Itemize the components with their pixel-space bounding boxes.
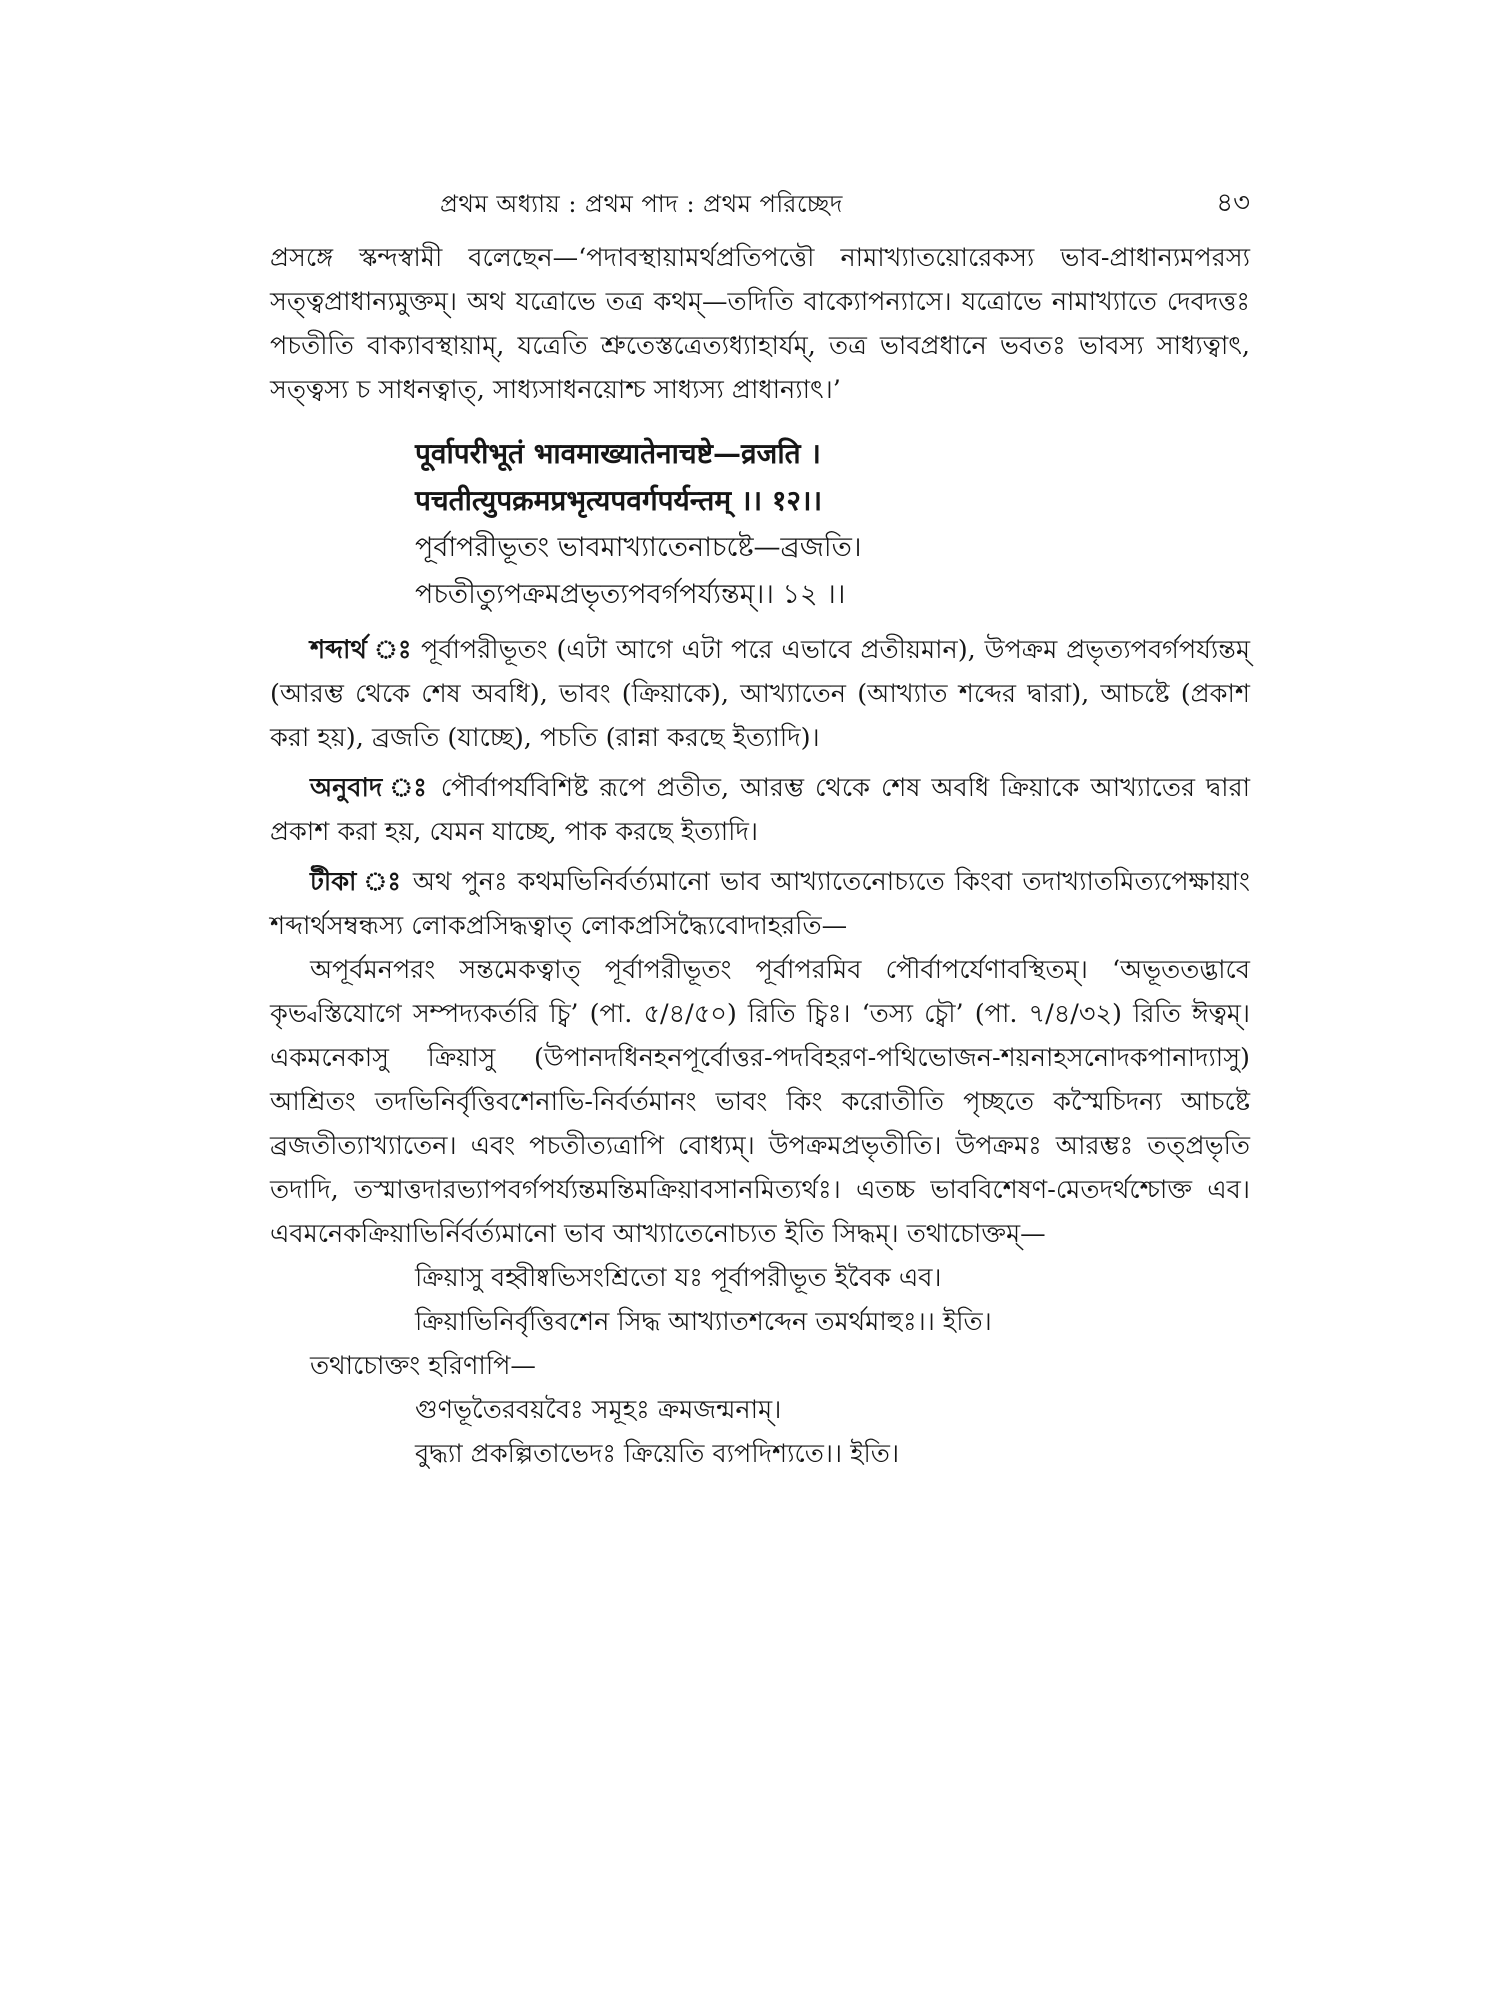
verse-bengali-line-1: পূর্বাপরীভূতং ভাবমাখ্যাতেনাচষ্টে—ব্রজতি। [415, 532, 862, 563]
quote-block-2 [270, 1388, 1250, 1476]
tika-label: টীকা ঃ [310, 867, 403, 897]
anubad-label: অনুবাদ ঃ [310, 773, 430, 803]
verse-bengali-line-2: পচতীত্যুপক্রমপ্রভৃত্যপবর্গপর্য্যন্তম্।। ১২ ।। [415, 579, 846, 610]
tika-paragraph [270, 860, 1250, 948]
intro-paragraph: প্রসঙ্গে স্কন্দস্বামী বলেছেন—‘পদাবস্থায়ামর্থপ্রতিপত্তৌ নামাখ্যাতয়োরেকস্য ভাব-প্রাধান্যমপরস্য সত্ত্বপ্রাধান্যমুক্তম্। অথ যত্রোভে তত্র কথম্—তদিতি বাক্যোপন্যাসে। যত্রোভে নামাখ্যাতে দেবদত্তঃ পচতীতি বাক্যাবস্থায়াম্, যত্রেতি শ্রুতেস্তত্রেত্যধ্যাহার্যম্, তত্র ভাবপ্রধানে ভবতঃ ভাবস্য সাধ্যত্বাৎ, সত্ত্বস্য চ সাধনত্বাত্, সাধ্যসাধনয়োশ্চ সাধ্যস্য প্রাধান্যাৎ।’ [270, 243, 1250, 405]
anubad-paragraph [270, 766, 1250, 854]
verse-sanskrit-line-1: पूर्वापरीभूतं भावमाख्यातेनाचष्टे—व्रजति । [415, 437, 821, 470]
verse-sanskrit-line-2: पचतीत्युपक्रमप्रभृत्यपवर्गपर्यन्तम् ।। १२।। [415, 484, 823, 517]
sutra-verse [270, 430, 1250, 618]
anubad-text: পৌর্বাপর্যবিশিষ্ট রূপে প্রতীত, আরম্ভ থেকে শেষ অবধি ক্রিয়াকে আখ্যাতের দ্বারা প্রকাশ করা হয়, যেমন যাচ্ছে, পাক করছে ইত্যাদি। [270, 773, 1250, 847]
running-title: প্রথম অধ্যায় : প্রথম পাদ : প্রথম পরিচ্ছেদ [440, 190, 843, 218]
quote2-intro: তথাচোক্তং হরিণাপি— [310, 1351, 536, 1381]
tika-text: অথ পুনঃ কথমভিনির্বর্ত্যমানো ভাব আখ্যাতেনোচ্যতে কিংবা তদাখ্যাতমিত্যপেক্ষায়াং শব্দার্থসম্বন্ধস্য লোকপ্রসিদ্ধত্বাত্ লোকপ্রসিদ্ধ্যৈবোদাহরতি— [270, 867, 1250, 941]
quote2-line-2: বুদ্ধ্যা প্রকল্পিতাভেদঃ ক্রিয়েতি ব্যপদিশ্যতে।। ইতি। [415, 1439, 900, 1469]
running-header [270, 180, 1250, 236]
quote1-line-2: ক্রিয়াভিনির্বৃত্তিবশেন সিদ্ধ আখ্যাতশব্দেন তমর্থমাহুঃ।। ইতি। [415, 1307, 992, 1337]
quote2-line-1: গুণভূতৈরবয়বৈঃ সমূহঃ ক্রমজন্মনাম্। [415, 1395, 782, 1425]
book-page [270, 180, 1250, 1476]
commentary-paragraph: অপূর্বমনপরং সন্তমেকত্বাত্ পূর্বাপরীভূতং পূর্বাপরমিব পৌর্বাপর্যেণাবস্থিতম্। ‘অভূততদ্ভাবে কৃভ্বস্তিযোগে সম্পদ্যকর্তরি চ্বি’ (পা. ৫/৪/৫০) রিতি চ্বিঃ। ‘তস্য চ্বৌ’ (পা. ৭/৪/৩২) রিতি ঈত্বম্। একমনেকাসু ক্রিয়াসু (উপানদধিনহনপূর্বোত্তর-পদবিহরণ-পথিভোজন-শয়নাহসনোদকপানাদ্যাসু) আশ্রিতং তদভিনির্বৃত্তিবশেনাভি-নির্বর্তমানং ভাবং কিং করোতীতি পৃচ্ছতে কস্মৈচিদন্য আচষ্টে ব্রজতীত্যাখ্যাতেন। এবং পচতীত্যত্রাপি বোধ্যম্। উপক্রমপ্রভৃতীতি। উপক্রমঃ আরম্ভঃ তত্প্রভৃতি তদাদি, তস্মাত্তদারভ্যাপবর্গপর্য্যন্তমন্তিমক্রিয়াবসানমিত্যর্থঃ। এতচ্চ ভাববিশেষণ-মেতদর্থশ্চোক্ত এব। এবমনেকক্রিয়াভির্নির্বর্ত্যমানো ভাব আখ্যাতেনোচ্যত ইতি সিদ্ধম্। তথাচোক্তম্— [270, 955, 1250, 1249]
page-number: ৪৩ [1216, 188, 1250, 218]
shabdartha-paragraph [270, 628, 1250, 760]
shabdartha-label: শব্দার্থ ঃ [310, 635, 413, 665]
shabdartha-text: পূর্বাপরীভূতং (এটা আগে এটা পরে এভাবে প্রতীয়মান), উপক্রম প্রভৃত্যপবর্গপর্য্যন্তম্ (আরম্ভ থেকে শেষ অবধি), ভাবং (ক্রিয়াকে), আখ্যাতেন (আখ্যাত শব্দের দ্বারা), আচষ্টে (প্রকাশ করা হয়), ব্রজতি (যাচ্ছে), পচতি (রান্না করছে ইত্যাদি)। [270, 635, 1251, 753]
quote1-line-1: ক্রিয়াসু বহ্বীষ্বভিসংশ্রিতো যঃ পূর্বাপরীভূত ইবৈক এব। [415, 1263, 942, 1293]
quote-block-1 [270, 1256, 1250, 1344]
